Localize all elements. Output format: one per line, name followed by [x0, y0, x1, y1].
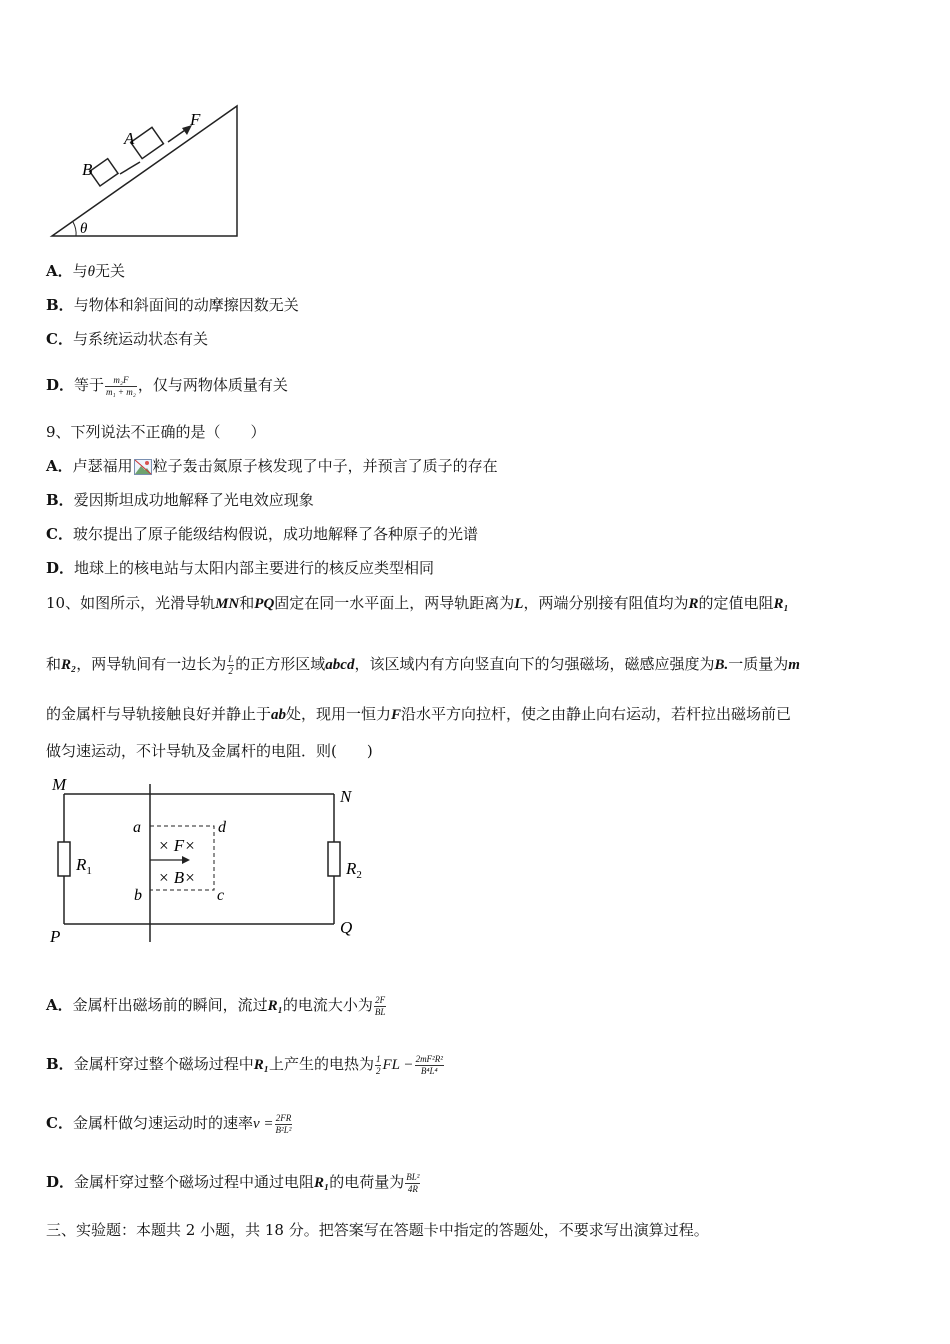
q10-stem-line-2 — [46, 646, 800, 683]
fraction-half: $\frac{1}{2}$ — [375, 1053, 381, 1076]
option-text: 卢瑟福用 — [72, 457, 133, 475]
symbol-R: R — [688, 596, 699, 612]
option-text: 爱因斯坦成功地解释了光电效应现象 — [73, 491, 314, 509]
stem-text: 10、如图所示，光滑导轨 — [46, 594, 216, 612]
option-text: ，仅与两物体质量有关 — [137, 376, 288, 394]
fraction-current: $\frac{2F}{BL}$ — [374, 994, 386, 1017]
fraction-charge: $\frac{\text{BL²}}{4R}$ — [406, 1171, 420, 1194]
symbol-R1: R₁ — [773, 596, 789, 612]
option-letter: B． — [46, 296, 74, 314]
symbol-R1: R₁ — [267, 998, 283, 1014]
q9-option-b — [46, 490, 314, 510]
option-letter: B． — [46, 1055, 74, 1073]
option-text: 金属杆做匀速运动时的速率 — [72, 1114, 253, 1132]
fraction-heat: $\frac{\text{2mF²R²}}{\text{B⁴L⁴}}$ — [415, 1053, 443, 1076]
fraction-half-L: $\frac{L}{2}$ — [228, 653, 234, 676]
option-text: 上产生的电热为 — [268, 1055, 374, 1073]
option-letter: A． — [46, 262, 73, 280]
stem-text: 固定在同一水平面上，两导轨距离为 — [274, 594, 515, 612]
label-B: B — [82, 160, 93, 179]
label-N: N — [340, 787, 352, 806]
q10-option-a — [46, 988, 387, 1023]
option-letter: D． — [46, 1173, 75, 1191]
option-text: 玻尔提出了原子能级结构假说，成功地解释了各种原子的光谱 — [72, 525, 478, 543]
option-text: 金属杆穿过整个磁场过程中通过电阻 — [74, 1173, 315, 1191]
symbol-PQ: PQ — [254, 596, 275, 612]
option-letter: D． — [46, 376, 75, 394]
option-text: 无关 — [95, 262, 126, 280]
q9-option-d — [46, 558, 434, 578]
symbol-m: m — [788, 657, 800, 673]
label-theta: θ — [80, 221, 88, 237]
option-text: 地球上的核电站与太阳内部主要进行的核反应类型相同 — [74, 559, 435, 577]
option-text: 金属杆穿过整个磁场过程中 — [73, 1055, 254, 1073]
label-R1: $R_1$ — [76, 855, 92, 877]
circuit-diagram — [44, 770, 384, 950]
field-row-1: × F× — [158, 836, 196, 855]
option-text: 的电流大小为 — [282, 996, 373, 1014]
q8-option-a — [46, 261, 125, 282]
stem-text: ，两导轨间有一边长为 — [76, 655, 227, 673]
symbol-B: B. — [714, 657, 729, 673]
option-text: 粒子轰击氮原子核发现了中子，并预言了质子的存在 — [152, 457, 498, 475]
label-a: a — [133, 819, 141, 836]
label-M: M — [52, 775, 67, 794]
stem-text: 和 — [239, 594, 255, 612]
label-d: d — [218, 819, 226, 836]
option-text: 的电荷量为 — [329, 1173, 405, 1191]
q10-stem-line-4: 做匀速运动，不计导轨及金属杆的电阻．则( ) — [46, 742, 373, 760]
option-text: 与 — [72, 262, 88, 280]
field-row-2: × B× — [158, 868, 196, 887]
stem-text: 的定值电阻 — [698, 594, 774, 612]
option-letter: B． — [46, 491, 74, 509]
stem-text: 沿水平方向拉杆，使之由静止向右运动，若杆拉出磁场前已 — [401, 705, 792, 723]
label-F: F — [190, 110, 201, 129]
option-letter: A． — [46, 996, 73, 1014]
symbol-R2: R₂ — [61, 657, 77, 673]
stem-text: 和 — [46, 655, 62, 673]
label-b: b — [134, 887, 142, 904]
q10-option-c — [46, 1106, 293, 1141]
label-c: c — [217, 887, 225, 904]
symbol-F: F — [391, 707, 402, 723]
section-3-heading: 三、实验题：本题共 2 小题，共 18 分。把答案写在答题卡中指定的答题处，不要求写出演算过程。 — [46, 1221, 709, 1239]
symbol-R1: R₁ — [314, 1175, 330, 1191]
stem-text: 的正方形区域 — [235, 655, 326, 673]
fraction-mass: $\frac{\text{m₂F}}{\text{m₁ + m₂}}$ — [106, 374, 136, 397]
stem-text: ，该区域内有方向竖直向下的匀强磁场，磁感应强度为 — [354, 655, 715, 673]
option-letter: C． — [46, 525, 73, 543]
symbol-R1: R₁ — [253, 1057, 269, 1073]
option-letter: C． — [46, 330, 73, 348]
q10-stem-line-3 — [46, 704, 791, 725]
stem-text: 一质量为 — [728, 655, 789, 673]
fraction-speed: $\frac{2FR}{\text{B²L²}}$ — [275, 1112, 292, 1135]
option-text: 金属杆出磁场前的瞬间，流过 — [72, 996, 268, 1014]
q8-option-c — [46, 329, 208, 349]
symbol-ab: ab — [271, 707, 287, 723]
label-Q: Q — [340, 918, 353, 937]
option-text: 与系统运动状态有关 — [72, 330, 208, 348]
symbol-abcd: abcd — [325, 657, 355, 673]
label-R2: $R_2$ — [346, 859, 362, 881]
symbol-L: L — [514, 596, 524, 612]
label-A: A — [124, 129, 135, 148]
math-text: FL − — [382, 1057, 414, 1073]
q9-option-a — [46, 456, 498, 476]
q8-option-b — [46, 295, 299, 315]
stem-text: 的金属杆与导轨接触良好并静止于 — [46, 705, 272, 723]
option-letter: A． — [46, 457, 73, 475]
theta-symbol: θ — [87, 264, 96, 280]
q9-option-c — [46, 524, 478, 544]
stem-text: ，两端分别接有阻值均为 — [523, 594, 689, 612]
label-P: P — [50, 927, 61, 946]
stem-text: 处，现用一恒力 — [286, 705, 392, 723]
math-text: v = — [252, 1116, 274, 1132]
q10-option-d — [46, 1165, 421, 1200]
option-letter: D． — [46, 559, 75, 577]
option-text: 与物体和斜面间的动摩擦因数无关 — [73, 296, 299, 314]
q10-option-b — [46, 1047, 445, 1082]
q8-option-d — [46, 367, 288, 403]
q9-stem: 9、下列说法不正确的是（ ） — [46, 423, 266, 441]
option-text: 等于 — [74, 376, 105, 394]
symbol-MN: MN — [215, 596, 240, 612]
q10-stem-line-1 — [46, 593, 789, 614]
option-letter: C． — [46, 1114, 73, 1132]
incline-diagram — [40, 100, 250, 245]
broken-image-icon — [134, 459, 152, 475]
